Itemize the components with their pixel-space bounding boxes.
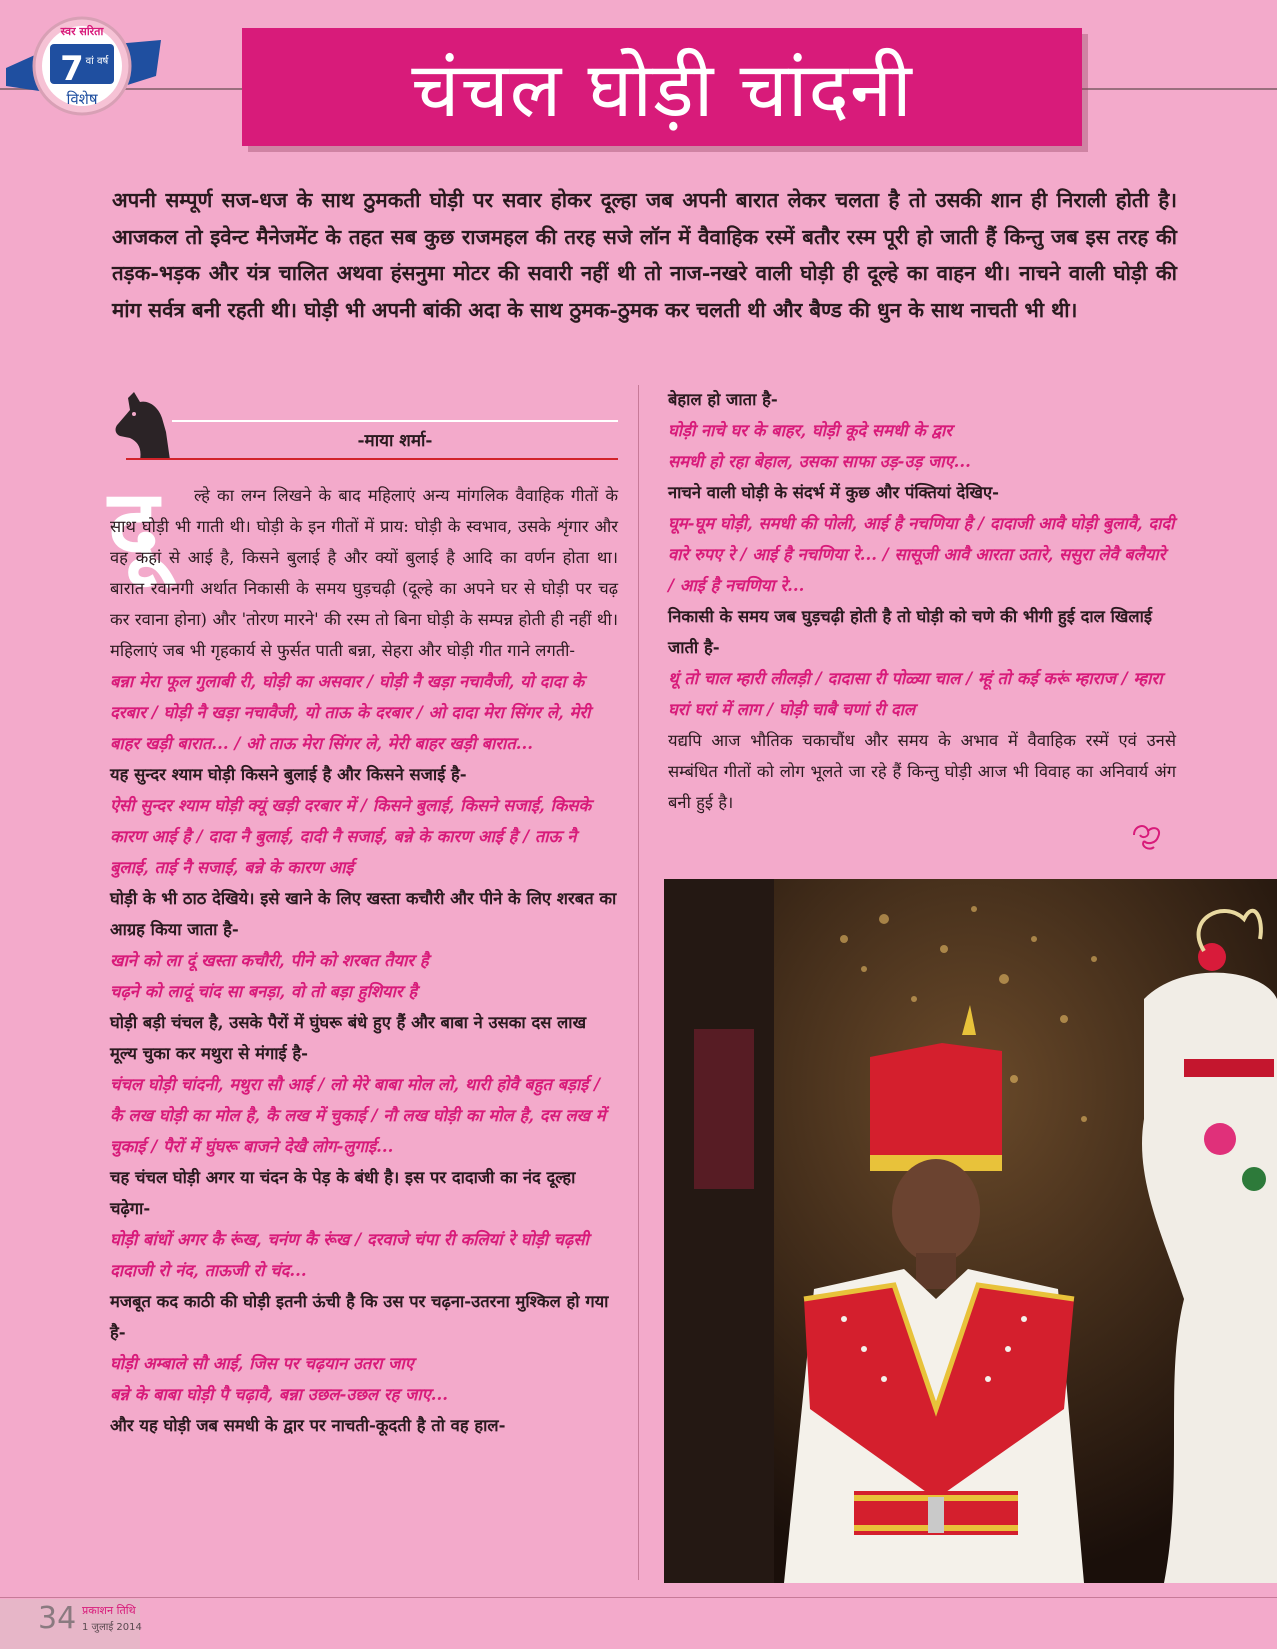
author-name: -माया शर्मा- (357, 431, 433, 451)
intro-paragraph: अपनी सम्पूर्ण सज-धज के साथ ठुमकती घोड़ी पर सवार होकर दूल्हा जब अपनी बारात लेकर चलता है तो उसकी शान ही निराली होती है। आजकल तो इवेन्ट मैनेजमेंट के तहत सब कुछ राजमहल की तरह सजे लॉन में वैवाहिक रस्में बतौर रस्म पूरी हो जाती हैं किन्तु जब इस तरह की तड़क-भड़क और यंत्र चालित अथवा हंसनुमा मोटर की सवारी नहीं थी तो नाज-नखरे वाली घोड़ी ही दूल्हे का वाहन थी। नाचने वाली घोड़ी की मांग सर्वत्र बनी रहती थी। घोड़ी भी अपनी बांकी अदा के साथ ठुमक-ठुमक कर चलती थी और बैण्ड की धुन के साथ नाचती भी थी। (112, 188, 1177, 322)
song-verse: घोड़ी बांधों अगर कै रूंख, चनंण कै रूंख / दरवाजे चंपा री कलियां रे घोड़ी चढ़सी दादाजी रो नंद, ताऊजी रो चंद... (110, 1230, 589, 1280)
drop-cap: दू (108, 468, 159, 581)
song-verse: चंचल घोड़ी चांदनी, मथुरा सौ आई / लो मेरे बाबा मोल लो, थारी होवै बहुत बड़ाई / कै लख घोड़ी का मोल है, कै लख में चुकाई / नौ लख घोड़ी का मोल है, दस लख में चुकाई / पैरों में घुंघरू बाजने देखै लोग-लुगाई... (110, 1075, 606, 1156)
body-paragraph: चह चंचल घोड़ी अगर या चंदन के पेड़ के बंधी है। इस पर दादाजी का नंद दूल्हा चढ़ेगा- (110, 1168, 576, 1218)
body-paragraph: घोड़ी बड़ी चंचल है, उसके पैरों में घुंघरू बंधे हुए हैं और बाबा ने उसका दस लाख मूल्य चुका कर मथुरा से मंगाई है- (110, 1013, 587, 1063)
body-paragraph: घोड़ी के भी ठाठ देखिये। इसे खाने के लिए खस्ता कचौरी और पीने के लिए शरबत का आग्रह किया जाता है- (110, 889, 617, 939)
footer-rule (0, 1597, 1277, 1598)
left-column (110, 480, 618, 1441)
badge-suffix: वां वर्ष (85, 56, 109, 67)
song-verse: बन्ने के बाबा घोड़ी पै चढ़ावै, बन्ना उछल-उछल रह जाए... (110, 1385, 448, 1404)
horse-head-icon (112, 388, 172, 460)
song-verse: थूं तो चाल म्हारी लीलड़ी / दादासा री पोळ्या चाल / म्हूं तो कई करूं म्हाराज / म्हारा घरां घरां में लाग / घोड़ी चाबै चणां री दाल (668, 669, 1163, 719)
song-verse: घोड़ी नाचे घर के बाहर, घोड़ी कूदे समधी के द्वार (668, 421, 953, 440)
song-verse: घूम-घूम घोड़ी, समधी की पोली, आई है नचणिया है / दादाजी आवै घोड़ी बुलावै, दादी वारे रुपए रे / आई है नचणिया रे... / सासूजी आवै आरता उतारे, ससुरा लेवै बलैयारे / आई है नचणिया रे... (668, 514, 1175, 595)
byline (112, 388, 618, 460)
body-paragraph: बेहाल हो जाता है- (668, 390, 778, 409)
body-paragraph: और यह घोड़ी जब समधी के द्वार पर नाचती-कूदती है तो वह हाल- (110, 1416, 506, 1435)
song-verse: बन्ना मेरा फूल गुलाबी री, घोड़ी का असवार / घोड़ी नै खड़ा नचावैजी, यो दादा के दरबार / घोड़ी नै खड़ा नचावैजी, यो ताऊ के दरबार / ओ दादा मेरा सिंगर ले, मेरी बाहर खड़ी बारात... / ओ ताऊ मेरा सिंगर ले, मेरी बाहर खड़ी बारात... (110, 672, 591, 753)
song-verse: ऐसी सुन्दर श्याम घोड़ी क्यूं खड़ी दरबार में / किसने बुलाई, किसने सजाई, किसके कारण आई है / दादा नै बुलाई, दादी नै सजाई, बन्ने के कारण आई है / ताऊ नै बुलाई, ताई नै सजाई, बन्ने के कारण आई (110, 796, 592, 877)
end-ornament-icon (1126, 815, 1166, 855)
badge-number: 7 (60, 49, 84, 89)
publication-label: प्रकाशन तिथि (82, 1604, 136, 1617)
song-verse: समधी हो रहा बेहाल, उसका साफा उड़-उड़ जाए... (668, 452, 971, 471)
article-title: चंचल घोड़ी चांदनी (411, 44, 913, 134)
byline-rule-top (172, 420, 618, 422)
page-number: 34 (38, 1601, 77, 1636)
publication-date: 1 जुलाई 2014 (82, 1622, 142, 1633)
body-paragraph: नाचने वाली घोड़ी के संदर्भ में कुछ और पंक्तियां देखिए- (668, 483, 999, 502)
body-paragraph: मजबूत कद काठी की घोड़ी इतनी ऊंची है कि उस पर चढ़ना-उतरना मुश्किल हो गया है- (110, 1292, 609, 1342)
column-divider (638, 385, 639, 1580)
body-paragraph: यह सुन्दर श्याम घोड़ी किसने बुलाई है और किसने सजाई है- (110, 765, 467, 784)
body-paragraph: ल्हे का लग्न लिखने के बाद महिलाएं अन्य मांगलिक वैवाहिक गीतों के साथ घोड़ी भी गाती थी। घोड़ी के इन गीतों में प्राय: घोड़ी के स्वभाव, उसके शृंगार और वह कहां से आई है, किसने बुलाई है और क्यों बुलाई है आदि का वर्णन होता था। बारात रवानगी अर्थात निकासी के समय घुड़चढ़ी (दूल्हे का अपने घर से घोड़ी पर चढ़ कर रवाना होना) और 'तोरण मारने' की रस्म तो बिना घोड़ी के सम्पन्न होती ही नहीं थी। महिलाएं जब भी गृहकार्य से फुर्सत पाती बन्ना, सेहरा और घोड़ी गीत गाने लगती- (110, 486, 618, 660)
body-paragraph: यद्यपि आज भौतिक चकाचौंध और समय के अभाव में वैवाहिक रस्में एवं उनसे सम्बंधित गीतों को लोग भूलते जा रहे हैं किन्तु घोड़ी आज भी विवाह का अनिवार्य अंग बनी हुई है। (668, 731, 1176, 812)
badge-label: विशेष (66, 90, 98, 108)
right-column (668, 384, 1176, 818)
band-player-photo (664, 879, 1277, 1583)
body-paragraph: निकासी के समय जब घुड़चढ़ी होती है तो घोड़ी को चणे की भीगी हुई दाल खिलाई जाती है- (668, 607, 1152, 657)
title-banner (242, 28, 1082, 146)
anniversary-badge (6, 10, 161, 120)
song-verse: खाने को ला दूं खस्ता कचौरी, पीने को शरबत तैयार है (110, 951, 429, 970)
byline-rule-bottom (126, 458, 618, 460)
badge-magazine: स्वर सरिता (60, 25, 104, 38)
song-verse: चढ़ने को लादूं चांद सा बनड़ा, वो तो बड़ा हुशियार है (110, 982, 418, 1001)
song-verse: घोड़ी अम्बाले सौ आई, जिस पर चढ़यान उतरा जाए (110, 1354, 414, 1373)
